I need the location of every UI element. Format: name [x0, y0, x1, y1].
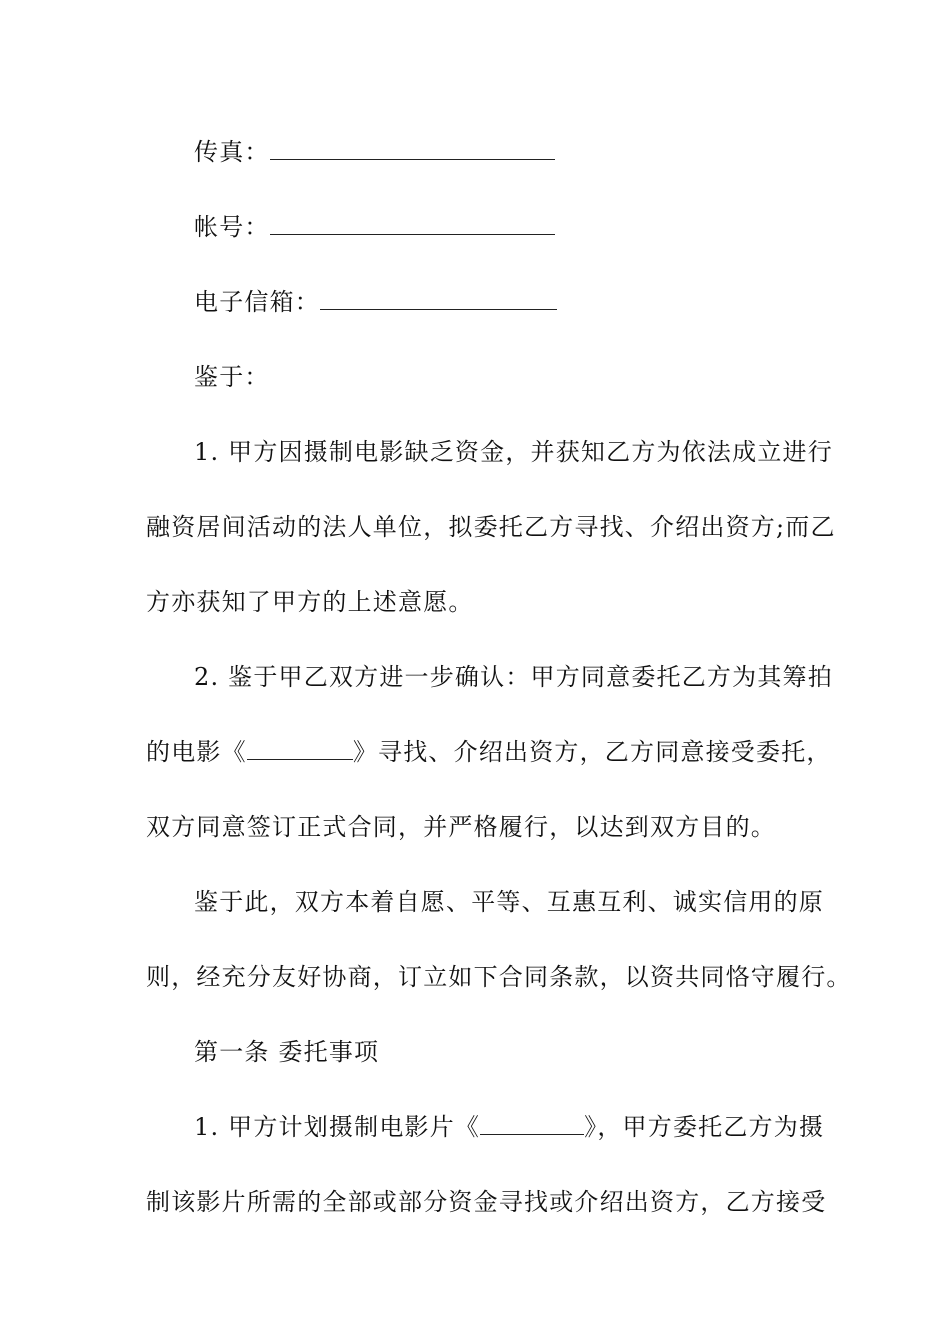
- paragraph-1-line-2: 融资居间活动的法人单位，拟委托乙方寻找、介绍出资方;而乙: [146, 513, 836, 541]
- article-1-line-1: [194, 1110, 825, 1144]
- fax-field: [194, 135, 854, 169]
- article-1-title: 第一条 委托事项: [194, 1038, 380, 1066]
- account-field: [194, 210, 854, 244]
- account-label: 帐号：: [194, 213, 270, 241]
- account-blank: [270, 210, 555, 235]
- film-title-blank: [247, 735, 353, 760]
- article-1-line-1-end: 》，甲方委托乙方为摄: [584, 1113, 825, 1141]
- article-1-line-2: 制该影片所需的全部或部分资金寻找或介绍出资方，乙方接受: [146, 1188, 827, 1216]
- email-field: [194, 285, 854, 319]
- paragraph-2-line-3: 双方同意签订正式合同，并严格履行，以达到双方目的。: [146, 813, 776, 841]
- paragraph-2-line-2: [146, 735, 832, 769]
- email-blank: [320, 285, 557, 310]
- paragraph-3-line-1: 鉴于此，双方本着自愿、平等、互惠互利、诚实信用的原: [194, 888, 824, 916]
- paragraph-2-line-2-end: 》寻找、介绍出资方，乙方同意接受委托，: [352, 738, 832, 766]
- paragraph-2-line-2-start: 的电影《: [146, 738, 247, 766]
- fax-label: 传真：: [194, 138, 270, 166]
- paragraph-2-line-1: 2. 鉴于甲乙双方进一步确认：甲方同意委托乙方为其筹拍: [194, 663, 833, 691]
- email-label: 电子信箱：: [194, 288, 320, 316]
- fax-blank: [270, 135, 555, 160]
- film-name-blank: [480, 1110, 584, 1135]
- whereas-heading: 鉴于：: [194, 363, 270, 391]
- paragraph-3-line-2: 则，经充分友好协商，订立如下合同条款，以资共同恪守履行。: [146, 963, 852, 991]
- article-1-line-1-start: 1. 甲方计划摄制电影片《: [194, 1113, 481, 1141]
- paragraph-1-line-3: 方亦获知了甲方的上述意愿。: [146, 588, 474, 616]
- paragraph-1-line-1: 1. 甲方因摄制电影缺乏资金，并获知乙方为依法成立进行: [194, 438, 833, 466]
